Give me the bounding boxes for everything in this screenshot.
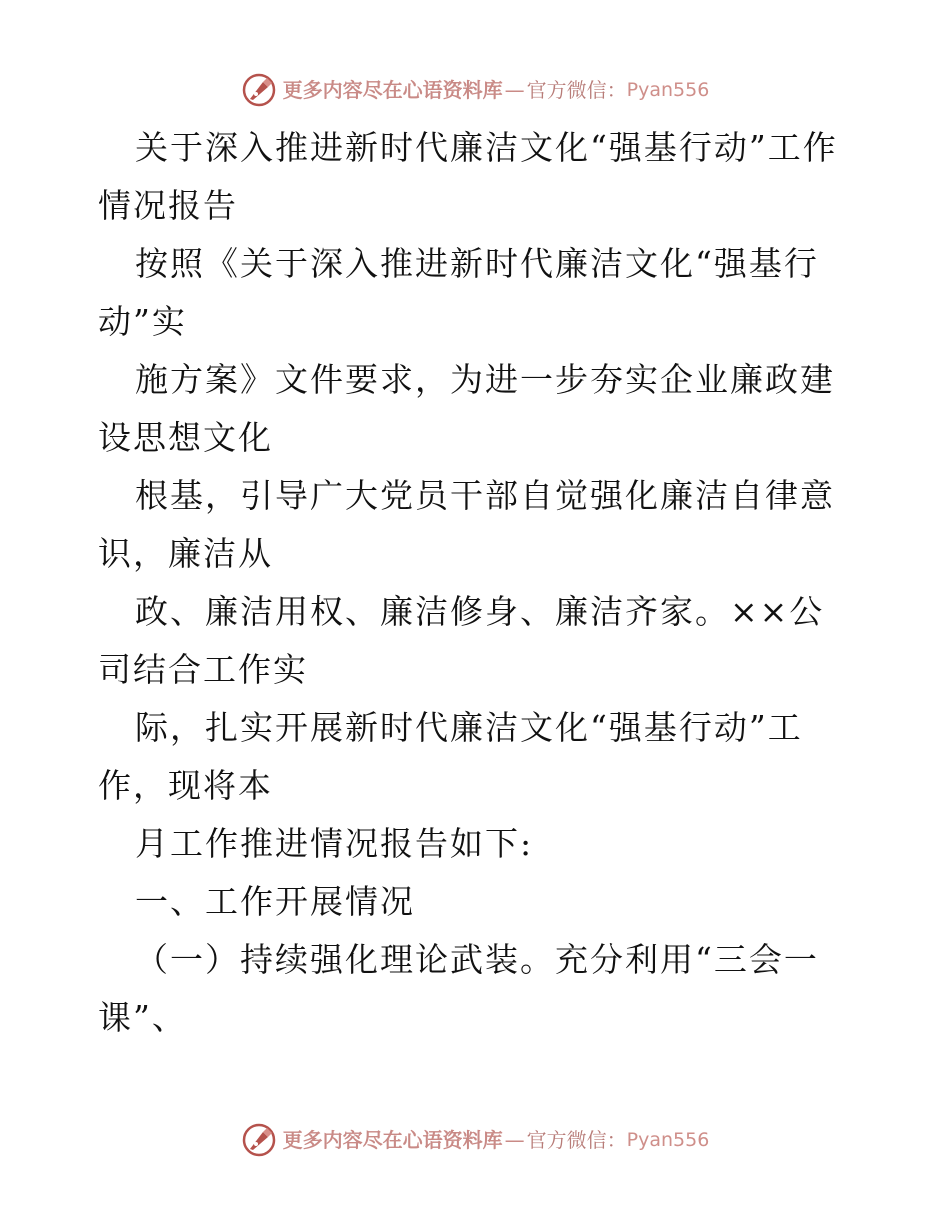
body-paragraph: 月工作推进情况报告如下: (135, 824, 534, 863)
body-paragraph: 政、廉洁用权、廉洁修身、廉洁齐家。××公司结合工作实 (98, 592, 825, 689)
banner-wechat-id: Pyan556 (626, 1129, 710, 1151)
pen-nib-logo-icon (241, 1122, 277, 1158)
body-paragraph: 根基，引导广大党员干部自觉强化廉洁自律意识，廉洁从 (98, 476, 835, 573)
body-paragraph: 施方案》文件要求，为进一步夯实企业廉政建设思想文化 (98, 360, 835, 457)
banner-dash: — (504, 78, 525, 102)
document-title: 关于深入推进新时代廉洁文化“强基行动”工作情况报告 (98, 128, 838, 225)
section-heading: 一、工作开展情况 (135, 882, 415, 921)
document-body (98, 119, 858, 1047)
body-paragraph: 际，扎实开展新时代廉洁文化“强基行动”工作，现将本 (98, 708, 803, 805)
header-watermark-banner (0, 70, 950, 110)
banner-text: 更多内容尽在心语资料库 (282, 78, 503, 102)
banner-text: 更多内容尽在心语资料库 (282, 1128, 503, 1152)
banner-wechat-label: 官方微信： (526, 1128, 627, 1152)
footer-watermark-banner (0, 1120, 950, 1160)
banner-dash: — (504, 1128, 525, 1152)
pen-nib-logo-icon (241, 72, 277, 108)
banner-wechat-label: 官方微信： (526, 78, 627, 102)
banner-wechat-id: Pyan556 (626, 79, 710, 101)
subsection-heading: （一）持续强化理论武装。充分利用“三会一课”、 (98, 940, 819, 1037)
body-paragraph: 按照《关于深入推进新时代廉洁文化“强基行动”实 (98, 244, 819, 341)
